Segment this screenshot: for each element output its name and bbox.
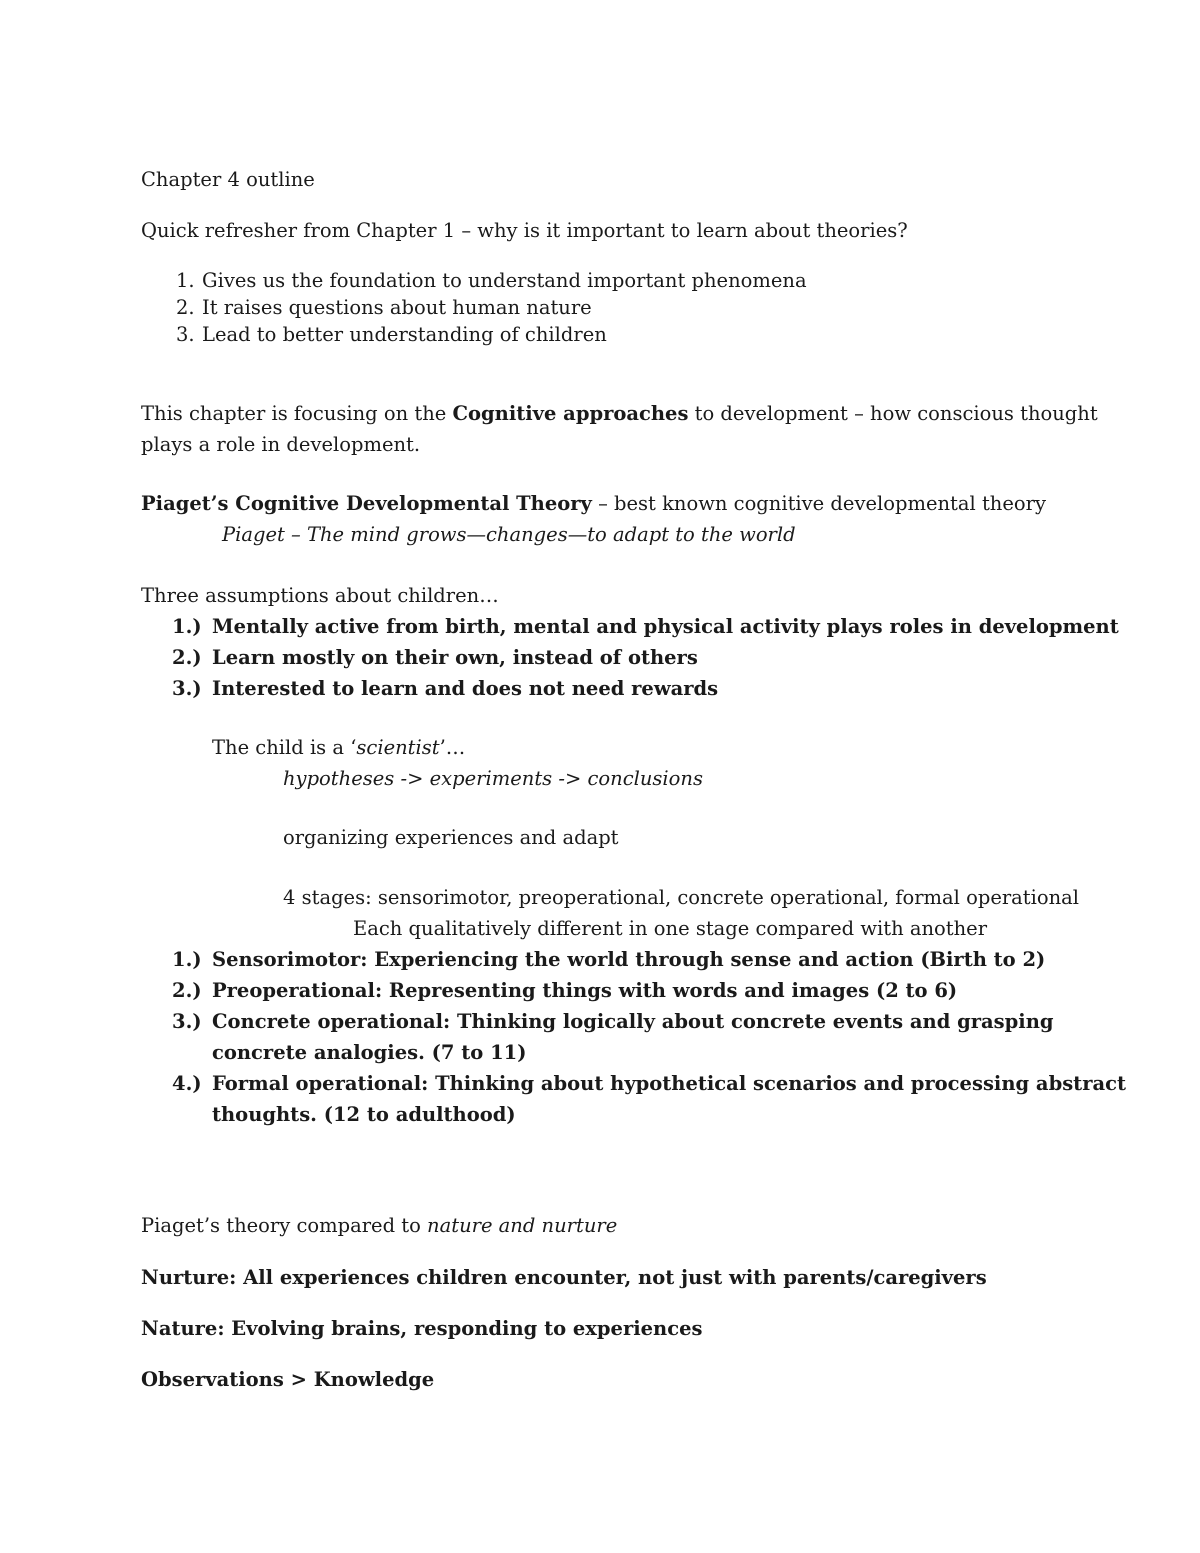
observations-line: Observations > Knowledge xyxy=(141,1368,435,1391)
list-item xyxy=(176,271,807,291)
piaget-heading: Piaget’s Cognitive Developmental Theory xyxy=(141,492,592,515)
stage-number: 3.) xyxy=(172,1010,202,1033)
piaget-heading-line xyxy=(141,494,1046,514)
stage-number: 2.) xyxy=(172,979,202,1002)
list-item-text: Gives us the foundation to understand important phenomena xyxy=(202,269,807,292)
assumption-text: Interested to learn and does not need rewards xyxy=(212,677,719,700)
stage-number: 1.) xyxy=(172,948,202,971)
focus-paragraph-line-2: plays a role in development. xyxy=(141,433,421,456)
assumption-item xyxy=(172,617,1119,637)
assumption-item xyxy=(172,648,698,668)
list-item-number: 3. xyxy=(176,323,195,346)
stage-text: Preoperational: Representing things with words and images (2 to 6) xyxy=(212,979,958,1002)
comparison-italic: nature and nurture xyxy=(427,1214,618,1237)
focus-paragraph-line-1 xyxy=(141,404,1098,424)
stage-item xyxy=(172,1074,1126,1094)
assumption-text: Learn mostly on their own, instead of others xyxy=(212,646,698,669)
list-item-number: 1. xyxy=(176,269,195,292)
organizing-line: organizing experiences and adapt xyxy=(283,826,619,849)
nurture-line: Nurture: All experiences children encounter, not just with parents/caregivers xyxy=(141,1266,987,1289)
nature-line: Nature: Evolving brains, responding to experiences xyxy=(141,1317,703,1340)
list-item xyxy=(176,325,607,345)
scientist-post: ’… xyxy=(439,736,466,759)
focus-pre: This chapter is focusing on the xyxy=(141,402,453,425)
stages-difference: Each qualitatively different in one stage compared with another xyxy=(353,917,988,940)
stage-number: 4.) xyxy=(172,1072,202,1095)
stage-item xyxy=(172,1012,1054,1032)
stages-summary: 4 stages: sensorimotor, preoperational, concrete operational, formal operational xyxy=(283,886,1080,909)
page-title: Chapter 4 outline xyxy=(141,168,315,191)
list-item-text: Lead to better understanding of children xyxy=(202,323,607,346)
assumptions-intro: Three assumptions about children… xyxy=(141,584,499,607)
piaget-desc: – best known cognitive developmental theory xyxy=(591,492,1046,515)
comparison-pre: Piaget’s theory compared to xyxy=(141,1214,428,1237)
scientist-word: scientist xyxy=(356,736,440,759)
stage-text: Sensorimotor: Experiencing the world through sense and action (Birth to 2) xyxy=(212,948,1046,971)
refresher-question: Quick refresher from Chapter 1 – why is it important to learn about theories? xyxy=(141,219,908,242)
list-item-number: 2. xyxy=(176,296,195,319)
comparison-line xyxy=(141,1216,617,1236)
list-item-text: It raises questions about human nature xyxy=(202,296,592,319)
assumption-number: 2.) xyxy=(172,646,202,669)
piaget-quote: Piaget – The mind grows—changes—to adapt to the world xyxy=(222,523,796,546)
focus-post: to development – how conscious thought xyxy=(688,402,1098,425)
scientist-process: hypotheses -> experiments -> conclusions xyxy=(283,767,703,790)
stage-item xyxy=(172,981,957,1001)
assumption-number: 3.) xyxy=(172,677,202,700)
scientist-line xyxy=(212,738,465,758)
stage-text-continuation: concrete analogies. (7 to 11) xyxy=(212,1041,527,1064)
stage-text: Formal operational: Thinking about hypothetical scenarios and processing abstract xyxy=(212,1072,1126,1095)
focus-bold: Cognitive approaches xyxy=(452,402,689,425)
scientist-pre: The child is a ‘ xyxy=(212,736,357,759)
assumption-text: Mentally active from birth, mental and physical activity plays roles in development xyxy=(212,615,1119,638)
assumption-number: 1.) xyxy=(172,615,202,638)
list-item xyxy=(176,298,592,318)
stage-item xyxy=(172,950,1045,970)
stage-text: Concrete operational: Thinking logically about concrete events and grasping xyxy=(212,1010,1054,1033)
assumption-item xyxy=(172,679,718,699)
stage-text-continuation: thoughts. (12 to adulthood) xyxy=(212,1103,516,1126)
